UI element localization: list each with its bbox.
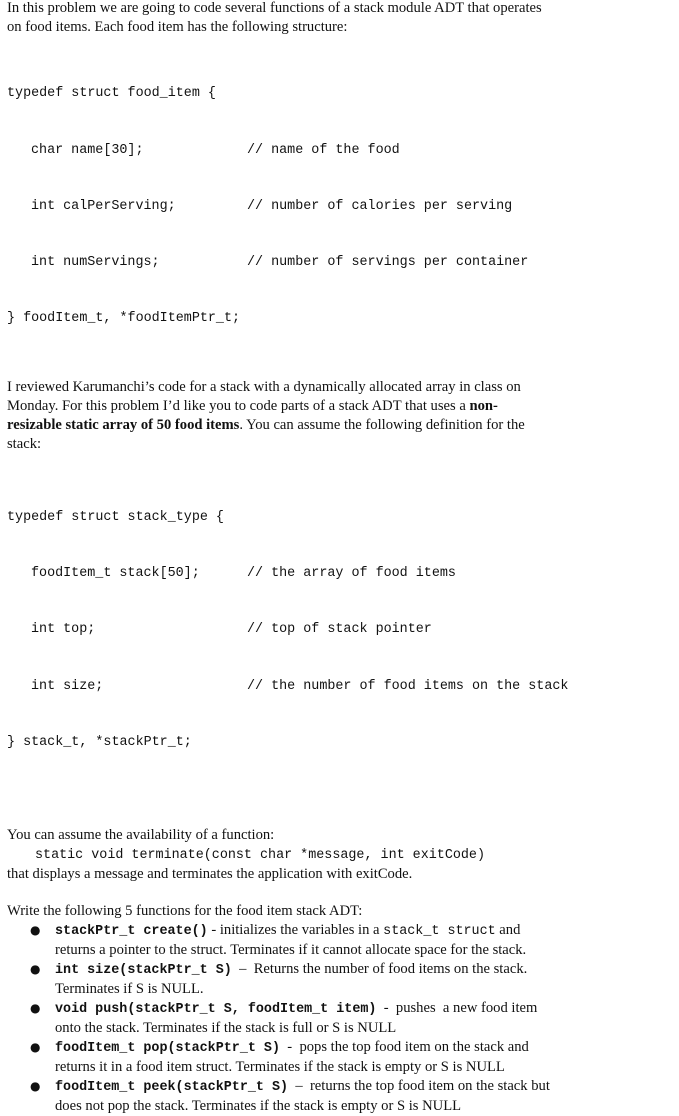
functions-intro: Write the following 5 functions for the food item stack ADT: — [7, 902, 363, 919]
code-line: } stack_t, *stackPtr_t; — [7, 734, 192, 750]
list-item: ● void push(stackPtr_t S, foodItem_t item) - pushes a new food item onto the stack. Terminates if the stack is full or S is NULL — [30, 999, 538, 1036]
function-signature: foodItem_t peek(stackPtr_t S) — [55, 1079, 289, 1095]
bullet-icon: ● — [30, 1000, 41, 1015]
emphasis: resizable static array of 50 food items — [7, 416, 240, 433]
code-line: int calPerServing; // number of calories per serving — [31, 198, 513, 214]
terminate-paragraph — [7, 826, 672, 884]
function-signature: void push(stackPtr_t S, foodItem_t item) — [55, 1001, 377, 1017]
paragraph-line: You can assume the availability of a function: — [7, 826, 275, 843]
code-line: } foodItem_t, *foodItemPtr_t; — [7, 310, 241, 326]
bullet-icon: ● — [30, 961, 41, 976]
intro-line-1: In this problem we are going to code several functions of a stack module ADT that operates — [7, 0, 542, 16]
stack-type-struct-code — [7, 472, 672, 790]
paragraph-line: I reviewed Karumanchi’s code for a stack with a dynamically allocated array in class on — [7, 378, 521, 395]
list-item: ● int size(stackPtr_t S) – Returns the number of food items on the stack. Terminates if S is NULL. — [30, 960, 528, 997]
bullet-icon: ● — [30, 1039, 41, 1054]
code-line: foodItem_t stack[50]; // the array of food items — [31, 566, 456, 582]
intro-paragraph — [7, 0, 672, 37]
paragraph-line: . You can assume the following definition for the — [239, 416, 525, 433]
function-signature: int size(stackPtr_t S) — [55, 962, 232, 978]
function-list — [7, 921, 672, 1116]
function-signature: foodItem_t pop(stackPtr_t S) — [55, 1040, 280, 1056]
bullet-icon: ● — [30, 1078, 41, 1093]
paragraph-line: that displays a message and terminates the application with exitCode. — [7, 865, 413, 882]
stack-description-paragraph — [7, 378, 672, 454]
code-line: typedef struct food_item { — [7, 86, 216, 102]
list-item: ● foodItem_t pop(stackPtr_t S) - pops the top food item on the stack and returns it in a food item struct. Terminates if the stack is empty or S is NULL — [30, 1038, 529, 1075]
intro-line-2: on food items. Each food item has the following structure: — [7, 19, 348, 35]
paragraph-line: Monday. For this problem I’d like you to code parts of a stack ADT that uses a — [7, 397, 470, 414]
code-line: char name[30]; // name of the food — [31, 142, 400, 158]
emphasis: non- — [469, 397, 498, 414]
document — [7, 0, 672, 1116]
list-item: ● foodItem_t peek(stackPtr_t S) – returns the top food item on the stack but does not pop the stack. Terminates if the stack is empty or S is NULL — [30, 1077, 550, 1114]
bullet-icon: ● — [30, 922, 41, 937]
food-item-struct-code — [7, 48, 672, 366]
code-line: int top; // top of stack pointer — [31, 622, 432, 638]
code-line: int numServings; // number of servings per container — [31, 254, 529, 270]
code-line: int size; // the number of food items on the stack — [31, 678, 569, 694]
paragraph-line: stack: — [7, 435, 42, 452]
list-item: ● stackPtr_t create() - initializes the variables in a stack_t struct and returns a pointer to the struct. Terminates if it cannot allocate space for the stack. — [30, 921, 527, 958]
function-signature: stackPtr_t create() — [55, 923, 208, 939]
code-line: typedef struct stack_type { — [7, 510, 224, 526]
terminate-signature: static void terminate(const char *message, int exitCode) — [35, 847, 485, 863]
